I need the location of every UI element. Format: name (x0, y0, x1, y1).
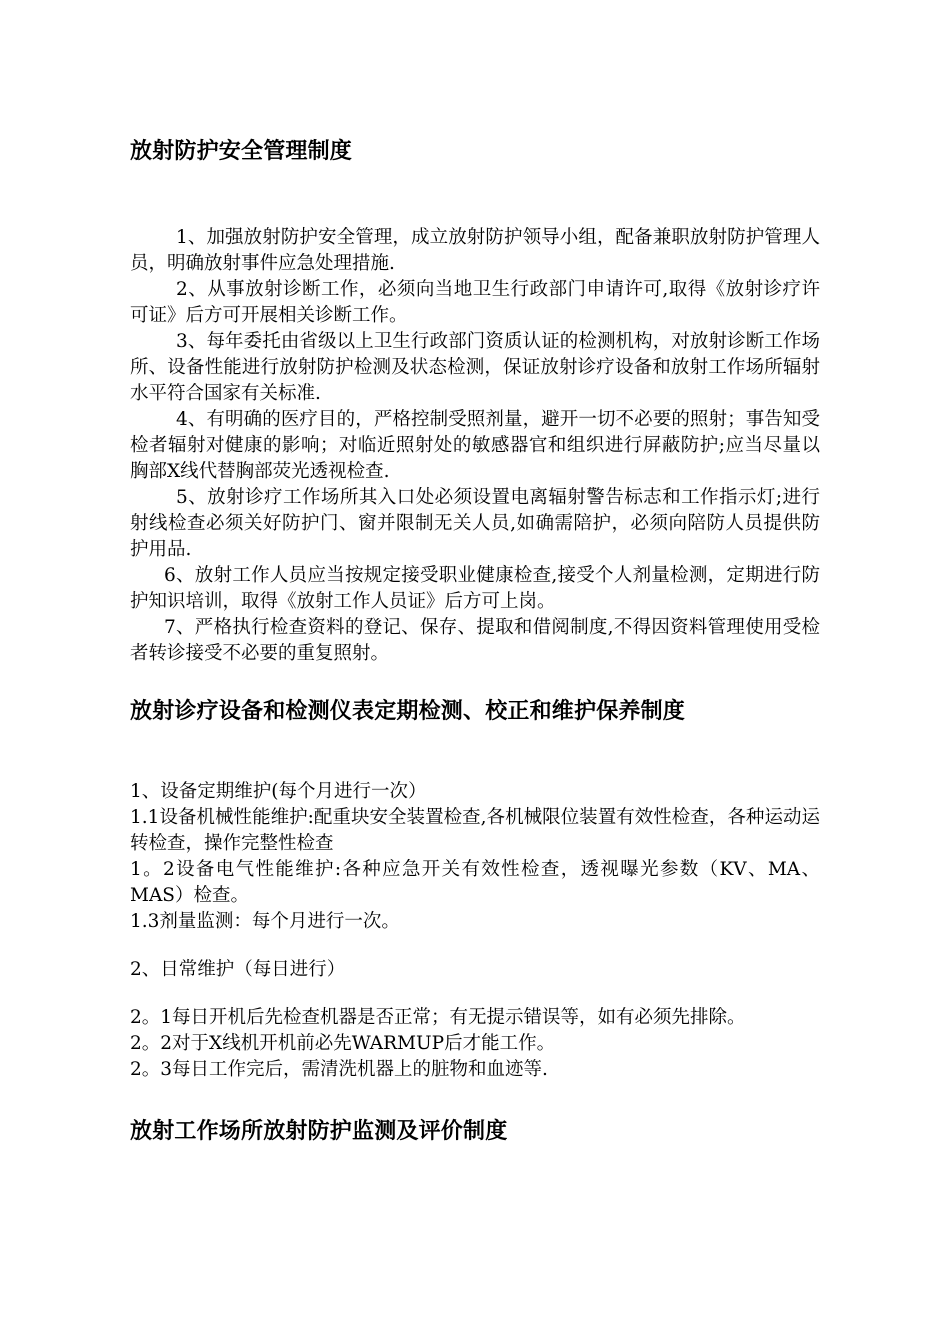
list-item: 1、设备定期维护(每个月进行一次） (130, 781, 427, 802)
section-title: 放射诊疗设备和检测仪表定期检测、校正和维护保养制度 (130, 699, 686, 724)
list-item: 1。2设备电气性能维护:各种应急开关有效性检查，透视曝光参数（KV、MA、MAS）检查。 (130, 859, 820, 906)
section-body (130, 225, 820, 667)
list-item: 2。2对于X线机开机前必先WARMUP后才能工作。 (130, 1033, 556, 1054)
list-item: 2、日常维护（每日进行） (130, 959, 346, 980)
paragraph: 1、加强放射防护安全管理，成立放射防护领导小组，配备兼职放射防护管理人员，明确放射事件应急处理措施. (130, 227, 820, 274)
section-title: 放射工作场所放射防护监测及评价制度 (130, 1119, 508, 1144)
paragraph: 4、有明确的医疗目的，严格控制受照剂量，避开一切不必要的照射；事告知受检者辐射对健康的影响；对临近照射处的敏感器官和组织进行屏蔽防护;应当尽量以胸部X线代替胸部荧光透视检查. (130, 409, 820, 482)
list-item: 2。3每日工作完后，需清洗机器上的脏物和血迹等. (130, 1059, 548, 1080)
section-title: 放射防护安全管理制度 (130, 139, 353, 164)
list-item: 1.3剂量监测：每个月进行一次。 (130, 911, 400, 932)
section-body (130, 779, 820, 1083)
paragraph: 3、每年委托由省级以上卫生行政部门资质认证的检测机构，对放射诊断工作场所、设备性能进行放射防护检测及状态检测，保证放射诊疗设备和放射工作场所辐射水平符合国家有关标准. (130, 331, 820, 404)
paragraph: 5、放射诊疗工作场所其入口处必须设置电离辐射警告标志和工作指示灯;进行射线检查必须关好防护门、窗并限制无关人员,如确需陪护，必须向陪防人员提供防护用品. (130, 487, 820, 560)
paragraph: 6、放射工作人员应当按规定接受职业健康检查,接受个人剂量检测，定期进行防护知识培训，取得《放射工作人员证》后方可上岗。 (130, 565, 820, 612)
paragraph: 2、从事放射诊断工作，必须向当地卫生行政部门申请许可,取得《放射诊疗许可证》后方可开展相关诊断工作。 (130, 279, 820, 326)
document-page (130, 0, 820, 1147)
list-item: 1.1设备机械性能维护:配重块安全装置检查,各机械限位装置有效性检查，各种运动运转检查，操作完整性检查 (130, 807, 820, 854)
list-item: 2。1每日开机后先检查机器是否正常；有无提示错误等，如有必须先排除。 (130, 1007, 746, 1028)
paragraph: 7、严格执行检查资料的登记、保存、提取和借阅制度,不得因资料管理使用受检者转诊接受不必要的重复照射。 (130, 617, 820, 664)
